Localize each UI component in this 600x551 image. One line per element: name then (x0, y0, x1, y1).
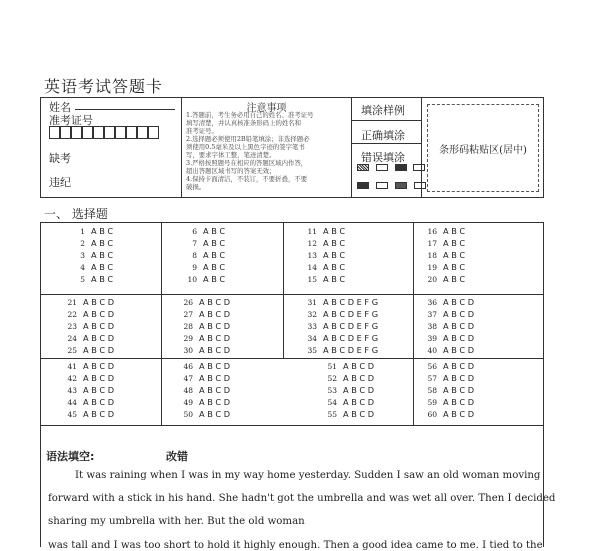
answer-options[interactable]: A B C D (83, 397, 115, 407)
answer-options[interactable]: A B C D (199, 309, 231, 319)
choice-question-28[interactable] (179, 321, 230, 332)
question-number: 44 (67, 398, 77, 407)
choice-question-52[interactable] (323, 373, 374, 384)
answer-options[interactable]: A B C D (443, 397, 475, 407)
choice-question-48[interactable] (179, 385, 230, 396)
question-number: 53 (327, 386, 337, 395)
note-line: 超出答题区域书写的答案无效； (186, 167, 276, 175)
answer-options[interactable]: A B C D (199, 385, 231, 395)
answer-options[interactable]: A B C D (83, 373, 115, 383)
answer-options[interactable]: A B C (443, 226, 466, 236)
question-number: 49 (183, 398, 193, 407)
zkz-digit-box[interactable] (60, 126, 71, 139)
answer-options[interactable]: A B C (91, 262, 114, 272)
choice-question-45[interactable] (63, 409, 114, 420)
question-number: 32 (307, 310, 317, 319)
zkz-digit-box[interactable] (49, 126, 60, 139)
question-number: 56 (427, 362, 437, 371)
answer-options[interactable]: A B C D (83, 333, 115, 343)
choice-question-36[interactable] (423, 297, 474, 308)
question-number: 13 (307, 251, 317, 260)
choice-question-54[interactable] (323, 397, 374, 408)
question-number: 11 (307, 227, 317, 236)
note-line: 破损。 (186, 183, 206, 191)
answer-options[interactable]: A B C D (443, 409, 475, 419)
note-line: 准考证号。 (186, 127, 218, 135)
header-box (40, 97, 544, 198)
question-number: 43 (67, 386, 77, 395)
question-number: 57 (427, 374, 437, 383)
choice-question-26[interactable] (179, 297, 230, 308)
answer-options[interactable]: A B C D E F G (323, 321, 379, 331)
answer-options[interactable]: A B C D (443, 345, 475, 355)
question-number: 30 (183, 346, 193, 355)
section-title-choice: 一、 选择题 (44, 207, 108, 221)
question-number: 24 (67, 334, 77, 343)
note-line: 填写清楚，并认真核准条形码上的姓名和 (186, 119, 302, 127)
choice-question-35[interactable] (303, 345, 378, 356)
answer-options[interactable]: A B C D (83, 309, 115, 319)
question-number: 17 (427, 239, 437, 248)
question-number: 20 (427, 275, 437, 284)
notes-panel (182, 98, 351, 197)
question-number: 41 (67, 362, 77, 371)
answer-options[interactable]: A B C (323, 238, 346, 248)
answer-options[interactable]: A B C D (343, 397, 375, 407)
choice-question-15[interactable] (303, 274, 345, 285)
answer-options[interactable]: A B C (323, 262, 346, 272)
choice-question-49[interactable] (179, 397, 230, 408)
answer-options[interactable]: A B C (443, 238, 466, 248)
choice-question-9[interactable] (183, 262, 225, 273)
question-number: 16 (427, 227, 437, 236)
question-number: 50 (183, 410, 193, 419)
answer-options[interactable]: A B C D (199, 333, 231, 343)
zkz-label: 准考证号 (49, 114, 93, 127)
choice-question-53[interactable] (323, 385, 374, 396)
essay-line: forward with a stick in his hand. She hadn't got the umbrella and was wet all over. Then I decided (48, 493, 556, 504)
choice-question-8[interactable] (183, 250, 225, 261)
answer-options[interactable]: A B C D (199, 397, 231, 407)
note-line: 写，要求字体工整，笔迹清楚。 (186, 151, 276, 159)
choice-question-22[interactable] (63, 309, 114, 320)
grammar-fill-heading: 语法填空: (46, 450, 95, 463)
note-line: 2.选择题必须使用2B铅笔填涂；非选择题必 (186, 135, 310, 143)
answer-options[interactable]: A B C (91, 274, 114, 284)
question-number: 22 (67, 310, 77, 319)
choice-grid (40, 222, 544, 426)
choice-question-18[interactable] (423, 250, 465, 261)
name-field[interactable] (75, 109, 175, 110)
choice-question-5[interactable] (71, 274, 113, 285)
answer-options[interactable]: A B C D (199, 409, 231, 419)
zkz-digit-box[interactable] (115, 126, 126, 139)
question-number: 37 (427, 310, 437, 319)
question-number: 33 (307, 322, 317, 331)
question-number: 39 (427, 334, 437, 343)
essay-line: It was raining when I was in my way home yesterday. Sudden I saw an old woman moving (75, 470, 541, 481)
choice-question-7[interactable] (183, 238, 225, 249)
answer-options[interactable]: A B C (203, 274, 226, 284)
choice-question-23[interactable] (63, 321, 114, 332)
answer-options[interactable]: A B C (203, 226, 226, 236)
choice-question-10[interactable] (183, 274, 225, 285)
question-number: 51 (327, 362, 337, 371)
essay-line: was tall and I was too short to hold it highly enough. Then a good idea came to me. I tied to the (48, 540, 543, 551)
question-number: 59 (427, 398, 437, 407)
zkz-digit-box[interactable] (137, 126, 148, 139)
answer-options[interactable]: A B C (443, 274, 466, 284)
answer-options[interactable]: A B C D (83, 361, 115, 371)
note-line: 1.答题前，考生务必用自己的姓名、准考证号 (186, 111, 314, 119)
question-number: 8 (192, 251, 197, 260)
question-number: 47 (183, 374, 193, 383)
answer-options[interactable]: A B C D (343, 409, 375, 419)
choice-question-47[interactable] (179, 373, 230, 384)
question-number: 21 (67, 298, 77, 307)
choice-question-6[interactable] (183, 226, 225, 237)
choice-question-46[interactable] (179, 361, 230, 372)
choice-question-43[interactable] (63, 385, 114, 396)
question-number: 6 (192, 227, 197, 236)
answer-options[interactable]: A B C D (199, 297, 231, 307)
choice-question-14[interactable] (303, 262, 345, 273)
question-number: 34 (307, 334, 317, 343)
answer-options[interactable]: A B C D (83, 345, 115, 355)
question-number: 10 (187, 275, 197, 284)
choice-question-58[interactable] (423, 385, 474, 396)
answer-options[interactable]: A B C D (343, 373, 375, 383)
answer-options[interactable]: A B C (91, 226, 114, 236)
answer-options[interactable]: A B C (91, 238, 114, 248)
answer-options[interactable]: A B C D (83, 409, 115, 419)
question-number: 46 (183, 362, 193, 371)
answer-options[interactable]: A B C (203, 262, 226, 272)
choice-question-50[interactable] (179, 409, 230, 420)
answer-options[interactable]: A B C (203, 238, 226, 248)
note-line: 须使用0.5毫米及以上黑色字迹的签字笔书 (186, 143, 305, 151)
answer-options[interactable]: A B C D (343, 385, 375, 395)
answer-options[interactable]: A B C (323, 250, 346, 260)
choice-question-38[interactable] (423, 321, 474, 332)
choice-question-4[interactable] (71, 262, 113, 273)
violation-label: 违纪 (49, 176, 71, 189)
question-number: 23 (67, 322, 77, 331)
name-label: 姓名 (49, 101, 71, 114)
choice-question-2[interactable] (71, 238, 113, 249)
question-number: 25 (67, 346, 77, 355)
choice-question-51[interactable] (323, 361, 374, 372)
question-number: 4 (80, 263, 85, 272)
answer-options[interactable]: A B C (203, 250, 226, 260)
answer-options[interactable]: A B C D (443, 373, 475, 383)
zkz-digit-box[interactable] (104, 126, 115, 139)
question-number: 55 (327, 410, 337, 419)
notes-title: 注意事项 (246, 103, 287, 114)
question-number: 35 (307, 346, 317, 355)
question-number: 58 (427, 386, 437, 395)
choice-question-33[interactable] (303, 321, 378, 332)
wrong-fill-examples (357, 164, 425, 173)
note-line: 3.严格按照题号在相应的答题区域内作答， (186, 159, 308, 167)
correct-fill-label: 正确填涂 (361, 129, 405, 142)
choice-question-19[interactable] (423, 262, 465, 273)
zkz-digit-box[interactable] (148, 126, 159, 139)
barcode-label: 条形码粘贴区(居中) (439, 145, 527, 156)
question-number: 45 (67, 410, 77, 419)
question-number: 12 (307, 239, 317, 248)
zkz-digit-box[interactable] (126, 126, 137, 139)
choice-question-56[interactable] (423, 361, 474, 372)
choice-question-37[interactable] (423, 309, 474, 320)
answer-options[interactable]: A B C D E F G (323, 309, 379, 319)
question-number: 1 (80, 227, 85, 236)
answer-options[interactable]: A B C D E F G (323, 297, 379, 307)
answer-options[interactable]: A B C D (443, 385, 475, 395)
answer-options[interactable]: A B C D (443, 333, 475, 343)
question-number: 28 (183, 322, 193, 331)
choice-question-41[interactable] (63, 361, 114, 372)
question-number: 18 (427, 251, 437, 260)
answer-options[interactable]: A B C D (199, 373, 231, 383)
choice-question-60[interactable] (423, 409, 474, 420)
answer-options[interactable]: A B C D (443, 361, 475, 371)
essay-area (40, 426, 556, 551)
choice-question-12[interactable] (303, 238, 345, 249)
choice-question-42[interactable] (63, 373, 114, 384)
choice-question-16[interactable] (423, 226, 465, 237)
question-number: 36 (427, 298, 437, 307)
wrong-fill-examples-2 (357, 174, 426, 193)
choice-question-24[interactable] (63, 333, 114, 344)
question-number: 7 (192, 239, 197, 248)
choice-question-27[interactable] (179, 309, 230, 320)
answer-options[interactable]: A B C D (83, 385, 115, 395)
question-number: 14 (307, 263, 317, 272)
question-number: 5 (80, 275, 85, 284)
answer-options[interactable]: A B C D (199, 321, 231, 331)
choice-question-32[interactable] (303, 309, 378, 320)
answer-options[interactable]: A B C D E F G (323, 333, 379, 343)
divider (351, 98, 352, 197)
choice-question-59[interactable] (423, 397, 474, 408)
card-title: 英语考试答题卡 (44, 77, 164, 96)
question-number: 40 (427, 346, 437, 355)
question-number: 60 (427, 410, 437, 419)
answer-options[interactable]: A B C D (199, 345, 231, 355)
choice-question-30[interactable] (179, 345, 230, 356)
question-number: 42 (67, 374, 77, 383)
question-number: 38 (427, 322, 437, 331)
barcode-area (427, 104, 539, 192)
zkz-digit-box[interactable] (71, 126, 82, 139)
error-correction-heading: 改错 (166, 450, 188, 463)
question-number: 26 (183, 298, 193, 307)
choice-question-20[interactable] (423, 274, 465, 285)
choice-question-40[interactable] (423, 345, 474, 356)
answer-options[interactable]: A B C (323, 226, 346, 236)
answer-options[interactable]: A B C D (343, 361, 375, 371)
zkz-digit-box[interactable] (82, 126, 93, 139)
essay-line: sharing my umbrella with her. But the old woman (48, 516, 305, 527)
note-line: 4.保持卡面清洁，不装订，不要折叠，不要 (186, 175, 308, 183)
choice-question-55[interactable] (323, 409, 374, 420)
question-number: 54 (327, 398, 337, 407)
question-number: 29 (183, 334, 193, 343)
fill-sample-label: 填涂样例 (361, 104, 405, 117)
question-number: 9 (192, 263, 197, 272)
answer-options[interactable]: A B C (323, 274, 346, 284)
choice-question-17[interactable] (423, 238, 465, 249)
answer-options[interactable]: A B C D (83, 321, 115, 331)
zkz-digit-box[interactable] (93, 126, 104, 139)
choice-question-25[interactable] (63, 345, 114, 356)
choice-question-29[interactable] (179, 333, 230, 344)
answer-options[interactable]: A B C D (83, 297, 115, 307)
wrong-fill-label: 错误填涂 (361, 151, 405, 164)
choice-question-21[interactable] (63, 297, 114, 308)
answer-options[interactable]: A B C D (443, 309, 475, 319)
answer-options[interactable]: A B C (443, 250, 466, 260)
answer-options[interactable]: A B C (443, 262, 466, 272)
answer-options[interactable]: A B C D (443, 297, 475, 307)
question-number: 27 (183, 310, 193, 319)
choice-question-39[interactable] (423, 333, 474, 344)
choice-question-44[interactable] (63, 397, 114, 408)
choice-question-3[interactable] (71, 250, 113, 261)
choice-question-31[interactable] (303, 297, 378, 308)
choice-question-13[interactable] (303, 250, 345, 261)
choice-question-11[interactable] (303, 226, 345, 237)
choice-question-1[interactable] (71, 226, 113, 237)
answer-options[interactable]: A B C D (443, 321, 475, 331)
answer-options[interactable]: A B C D (199, 361, 231, 371)
answer-options[interactable]: A B C (91, 250, 114, 260)
question-number: 3 (80, 251, 85, 260)
absent-label: 缺考 (49, 152, 71, 165)
question-number: 31 (307, 298, 317, 307)
question-number: 15 (307, 275, 317, 284)
answer-options[interactable]: A B C D E F G (323, 345, 379, 355)
question-number: 2 (80, 239, 85, 248)
question-number: 48 (183, 386, 193, 395)
choice-question-57[interactable] (423, 373, 474, 384)
question-number: 19 (427, 263, 437, 272)
question-number: 52 (327, 374, 337, 383)
choice-question-34[interactable] (303, 333, 378, 344)
